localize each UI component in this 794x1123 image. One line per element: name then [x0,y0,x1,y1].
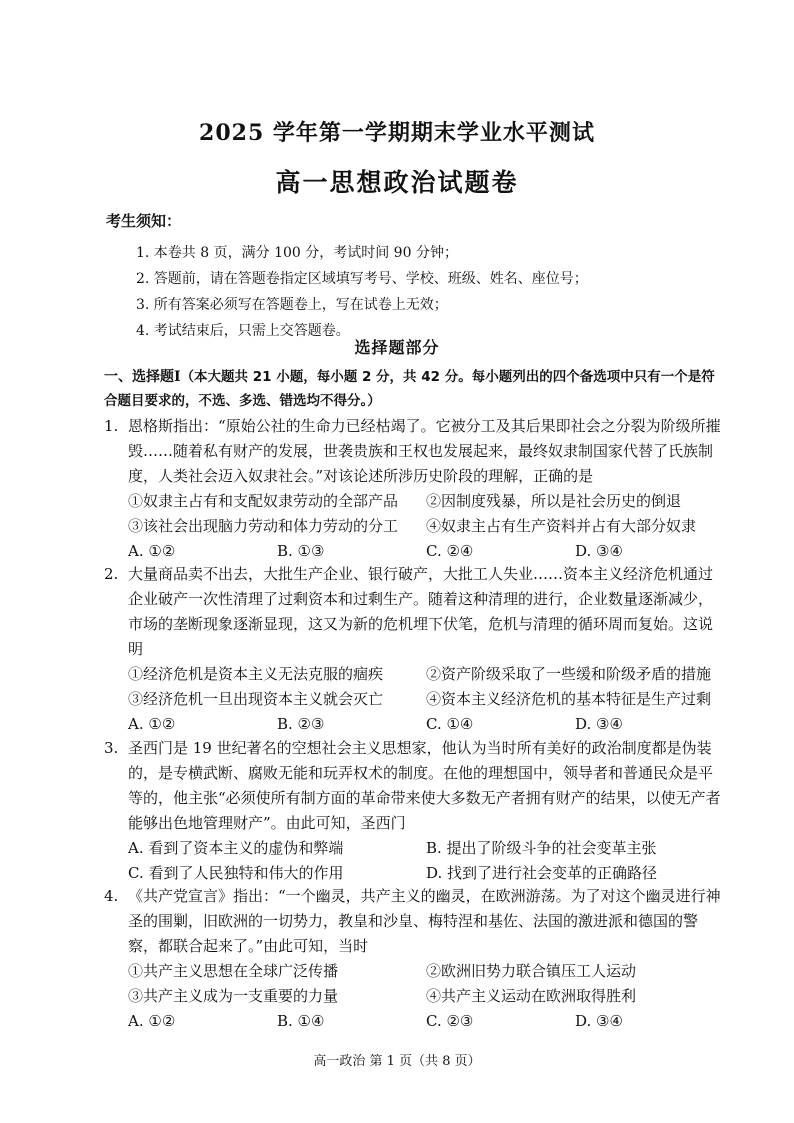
statement: ③该社会出现脑力劳动和体力劳动的分工 [128,517,399,535]
question-text: 恩格斯指出：“原始公社的生命力已经枯竭了。它被分工及其后果即社会之分裂为阶级所摧毁……随着私有财产的发展，世袭贵族和王权也发展起来，最终奴隶制国家代替了氏族制度，人类社会迈入奴隶社会。”对该论述所涉历史阶段的理解，正确的是 [128,417,721,485]
question-text: 大量商品卖不出去，大批生产企业、银行破产，大批工人失业……资本主义经济危机通过企业破产一次性清理了过剩资本和过剩生产。随着这种清理的进行，企业数量逐渐减少，市场的垄断现象逐渐显现，这又为新的危机埋下伏笔，危机与清理的循环周而复始。这说明 [128,565,714,658]
question-4 [104,884,724,1034]
option-b: B. ①④ [277,1012,325,1030]
option-a: A. ①② [128,1012,176,1030]
question-number: 1. [104,417,119,435]
option-d: D. ③④ [575,715,623,733]
exam-title: 2025 学年第一学期期末学业水平测试 [199,120,595,146]
option-b: B. ②③ [277,715,325,733]
statement: ③共产主义成为一支重要的力量 [128,987,339,1005]
option-b: B. 提出了阶级斗争的社会变革主张 [426,839,657,857]
statement: ②欧洲旧势力联合镇压工人运动 [426,962,637,980]
notice-item: 1. 本卷共 8 页，满分 100 分，考试时间 90 分钟； [136,245,458,261]
question-number: 2. [104,565,119,583]
part-heading [104,365,724,413]
notice-list [136,240,588,344]
question-number: 4. [104,887,119,905]
option-b: B. ①③ [277,542,325,560]
section-title: 选择题部分 [354,338,440,357]
option-a: A. ①② [128,542,176,560]
option-c: C. ①④ [426,715,474,733]
notice-item: 4. 考试结束后，只需上交答题卷。 [136,323,350,339]
statement: ①共产主义思想在全球广泛传播 [128,962,339,980]
notice-item: 2. 答题前，请在答题卷指定区域填写考号、学校、班级、姓名、座位号； [136,271,588,287]
question-stem [104,736,724,836]
statement: ①奴隶主占有和支配奴隶劳动的全部产品 [128,492,399,510]
question-2 [104,562,724,737]
exam-subtitle: 高一思想政治试题卷 [275,168,519,197]
question-stem [104,414,724,489]
statement: ④资本主义经济危机的基本特征是生产过剩 [426,690,712,708]
option-d: D. ③④ [575,542,623,560]
statement: ①经济危机是资本主义无法克服的痼疾 [128,665,384,683]
option-c: C. ②③ [426,1012,474,1030]
statement: ②因制度残暴，所以是社会历史的倒退 [426,492,682,510]
part-label: 一、选择题Ⅰ [104,369,181,385]
notice-heading: 考生须知： [106,212,182,230]
option-c: C. 看到了人民独特和伟大的作用 [128,864,344,882]
option-d: D. ③④ [575,1012,623,1030]
statement: ④奴隶主占有生产资料并占有大部分奴隶 [426,517,697,535]
question-stem [104,884,724,959]
question-number: 3. [104,739,119,757]
statement: ④共产主义运动在欧洲取得胜利 [426,987,637,1005]
question-stem [104,562,724,662]
question-text: 《共产党宣言》指出：“一个幽灵，共产主义的幽灵，在欧洲游荡。为了对这个幽灵进行神圣的围剿，旧欧洲的一切势力，教皇和沙皇、梅特涅和基佐、法国的激进派和德国的警察，都联合起来了。”由此可知，当时 [128,887,721,955]
statement: ③经济危机一旦出现资本主义就会灭亡 [128,690,384,708]
question-text: 圣西门是 19 世纪著名的空想社会主义思想家，他认为当时所有美好的政治制度都是伪装的，是专横武断、腐败无能和玩弄权术的制度。在他的理想国中，领导者和普通民众是平等的，他主张“必须使所有制方面的革命带来使大多数无产者拥有财产的结果，以使无产者能够出色地管理财产”。由此可知，圣西门 [128,739,721,832]
page-footer: 高一政治 第 1 页（共 8 页） [313,1054,481,1069]
part-description: （本大题共 21 小题，每小题 2 分，共 42 分。每小题列出的四个备选项中只有一个是符合题目要求的，不选、多选、错选均不得分。） [104,369,715,409]
question-3 [104,736,724,886]
option-c: C. ②④ [426,542,474,560]
statement: ②资产阶级采取了一些缓和阶级矛盾的措施 [426,665,712,683]
notice-item: 3. 所有答案必须写在答题卷上，写在试卷上无效； [136,297,448,313]
option-a: A. ①② [128,715,176,733]
question-1 [104,414,724,564]
option-a: A. 看到了资本主义的虚伪和弊端 [128,839,344,857]
option-d: D. 找到了进行社会变革的正确路径 [426,864,658,882]
